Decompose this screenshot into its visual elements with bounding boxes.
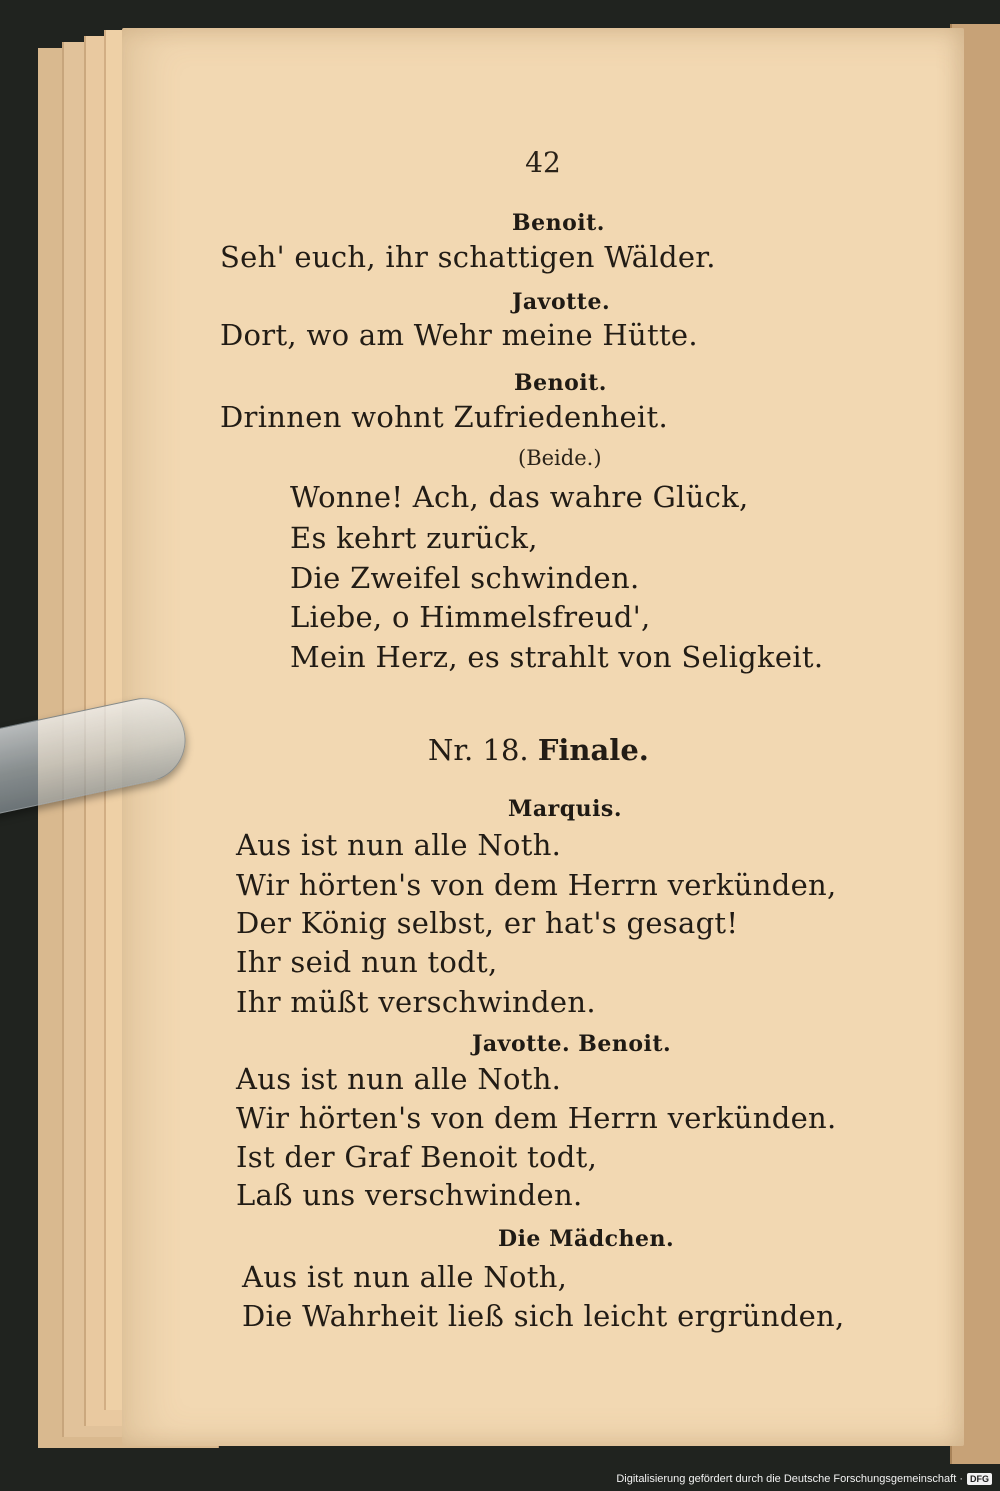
- text-line: Dort, wo am Wehr meine Hütte.: [220, 318, 698, 352]
- section-number: Nr. 18.: [428, 733, 529, 767]
- text-line: Ist der Graf Benoit todt,: [236, 1140, 598, 1174]
- speaker-label: Javotte. Benoit.: [472, 1031, 672, 1057]
- speaker-label: Benoit.: [514, 370, 607, 396]
- digitization-footer: [616, 1470, 992, 1488]
- text-line: Ihr müßt verschwinden.: [236, 985, 596, 1019]
- section-title: Finale.: [537, 733, 649, 767]
- speaker-label: Javotte.: [512, 289, 611, 315]
- text-line: Der König selbst, er hat's gesagt!: [236, 906, 739, 940]
- speaker-label: Benoit.: [512, 210, 605, 236]
- text-line: Wir hörten's von dem Herrn verkünden,: [236, 868, 837, 902]
- text-line: Mein Herz, es strahlt von Seligkeit.: [290, 640, 824, 674]
- speaker-label: Marquis.: [508, 796, 622, 822]
- text-line: Aus ist nun alle Noth.: [236, 1062, 562, 1096]
- text-line: Die Zweifel schwinden.: [290, 561, 640, 595]
- text-line: Wonne! Ach, das wahre Glück,: [290, 480, 749, 514]
- text-line: Wir hörten's von dem Herrn verkünden.: [236, 1101, 837, 1135]
- dfg-logo: DFG: [967, 1473, 992, 1485]
- text-line: Aus ist nun alle Noth.: [236, 828, 562, 862]
- text-line: Ihr seid nun todt,: [236, 945, 498, 979]
- text-line: Es kehrt zurück,: [290, 521, 538, 555]
- text-line: Die Wahrheit ließ sich leicht ergründen,: [242, 1299, 845, 1333]
- text-line: Seh' euch, ihr schattigen Wälder.: [220, 240, 716, 274]
- speaker-label: Die Mädchen.: [498, 1226, 675, 1252]
- page-number: 42: [525, 146, 561, 179]
- text-line: Aus ist nun alle Noth,: [242, 1260, 568, 1294]
- text-line: Laß uns verschwinden.: [236, 1178, 583, 1212]
- footer-text: Digitalisierung gefördert durch die Deutsche Forschungsgemeinschaft ·: [616, 1473, 963, 1485]
- text-line: Liebe, o Himmelsfreud',: [290, 600, 651, 634]
- section-heading: [428, 733, 649, 767]
- stage-direction: (Beide.): [518, 446, 602, 470]
- book-page: [122, 28, 964, 1446]
- text-line: Drinnen wohnt Zufriedenheit.: [220, 400, 668, 434]
